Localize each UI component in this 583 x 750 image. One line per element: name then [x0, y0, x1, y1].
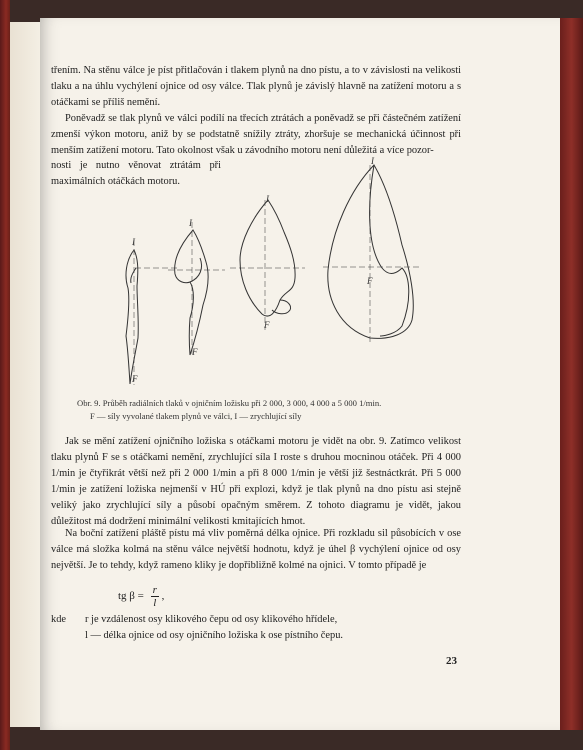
- formula-lhs: tg β =: [118, 590, 144, 603]
- figure-caption-line2: F — síly vyvolané tlakem plynů ve válci, I — zrychlující síly: [90, 411, 302, 421]
- label-F-2: F: [192, 347, 198, 357]
- label-I-4: I: [371, 156, 374, 166]
- formula-numerator: r: [152, 584, 157, 596]
- label-I-1: I: [132, 237, 135, 247]
- paragraph-2a: Poněvadž se tlak plynů ve válci podílí na třecích ztrátách a poněvadž se při částečném zatížení zmenší výkon motoru, aniž by se podstatně snížily ztráty, zhoršuje se mechanická účinnost při menším zatížení motoru. Tato okolnost však u závodního motoru není důležitá a více pozor-: [51, 113, 461, 156]
- book-cover-edge: [560, 18, 583, 730]
- paragraph-3: Jak se mění zatížení ojničního ložiska s otáčkami motoru je vidět na obr. 9. Zatímco velikost tlaku plynů F se s otáčkami nemění, zrychlující síla I roste s druhou mocninou otáček. Při 4 000 1/min je čtyřikrát větší než při 2 000 1/min a při 8 000 1/min je větší již šestnáctkrát. Při 5 000 1/min je zatížení ložiska nejmenší v HÚ při explozi, když je tlak plynů na dno pístu asi stejně veliký jako zrychlující síly a působí opačným směrem. Z tohoto diagramu je vidět, jakou důležitost má dodržení minimální velikosti kmitajících hmot.: [51, 436, 461, 527]
- diagram-4000: [230, 200, 305, 330]
- paragraph-1: třením. Na stěnu válce je píst přitlačován i tlakem plynů na dno pístu, a to v závislosti na velikosti tlaku a na úhlu vychýlení ojnice od osy válce. Tlak plynů je závislý hlavně na zatížení motoru a s otáčkami se příliš nemění.: [51, 65, 461, 108]
- diagram-3000: [168, 222, 225, 355]
- label-F-4: F: [367, 276, 373, 286]
- diagram-2000: [126, 240, 180, 385]
- page-number: 23: [446, 655, 457, 667]
- label-I-2: I: [189, 218, 192, 228]
- definition-l: [51, 628, 461, 644]
- paragraph-4: Na boční zatížení pláště pístu má vliv poměrná délka ojnice. Při rozkladu sil působících v ose válce má složka kolmá na stěnu válce největší hodnotu, když je úhel β vychýlení ojnice od osy největší. Je to tehdy, když rameno kliky je dopřibližně kolmé na ojnici. V tomto případě je: [51, 528, 461, 571]
- figure-9-diagrams: [40, 150, 480, 395]
- definition-r: [51, 612, 461, 628]
- diagram-5000: [323, 165, 420, 345]
- label-F-1: F: [132, 374, 138, 384]
- paragraph-2b: nosti je nutno věnovat ztrátám při maximálních otáčkách motoru.: [51, 160, 221, 187]
- definition-r-text: r je vzdálenost osy klikového čepu od osy klikového hřídele,: [85, 614, 338, 625]
- formula-denominator: l: [153, 597, 157, 609]
- label-F-3: F: [264, 320, 270, 330]
- definition-l-text: l — délka ojnice od osy ojničního ložiska k ose pístního čepu.: [85, 630, 343, 641]
- label-I-3: I: [266, 194, 269, 204]
- formula-fraction: [151, 584, 159, 609]
- formula-tg-beta: [118, 584, 164, 609]
- left-page-edge: [10, 22, 40, 727]
- formula-tail: ,: [161, 590, 165, 603]
- figure-caption-line1: Obr. 9. Průběh radiálních tlaků v ojničním ložisku při 2 000, 3 000, 4 000 a 5 000 1/min.: [77, 398, 382, 408]
- book-binding: [0, 0, 10, 750]
- definition-kde: kde: [51, 614, 67, 625]
